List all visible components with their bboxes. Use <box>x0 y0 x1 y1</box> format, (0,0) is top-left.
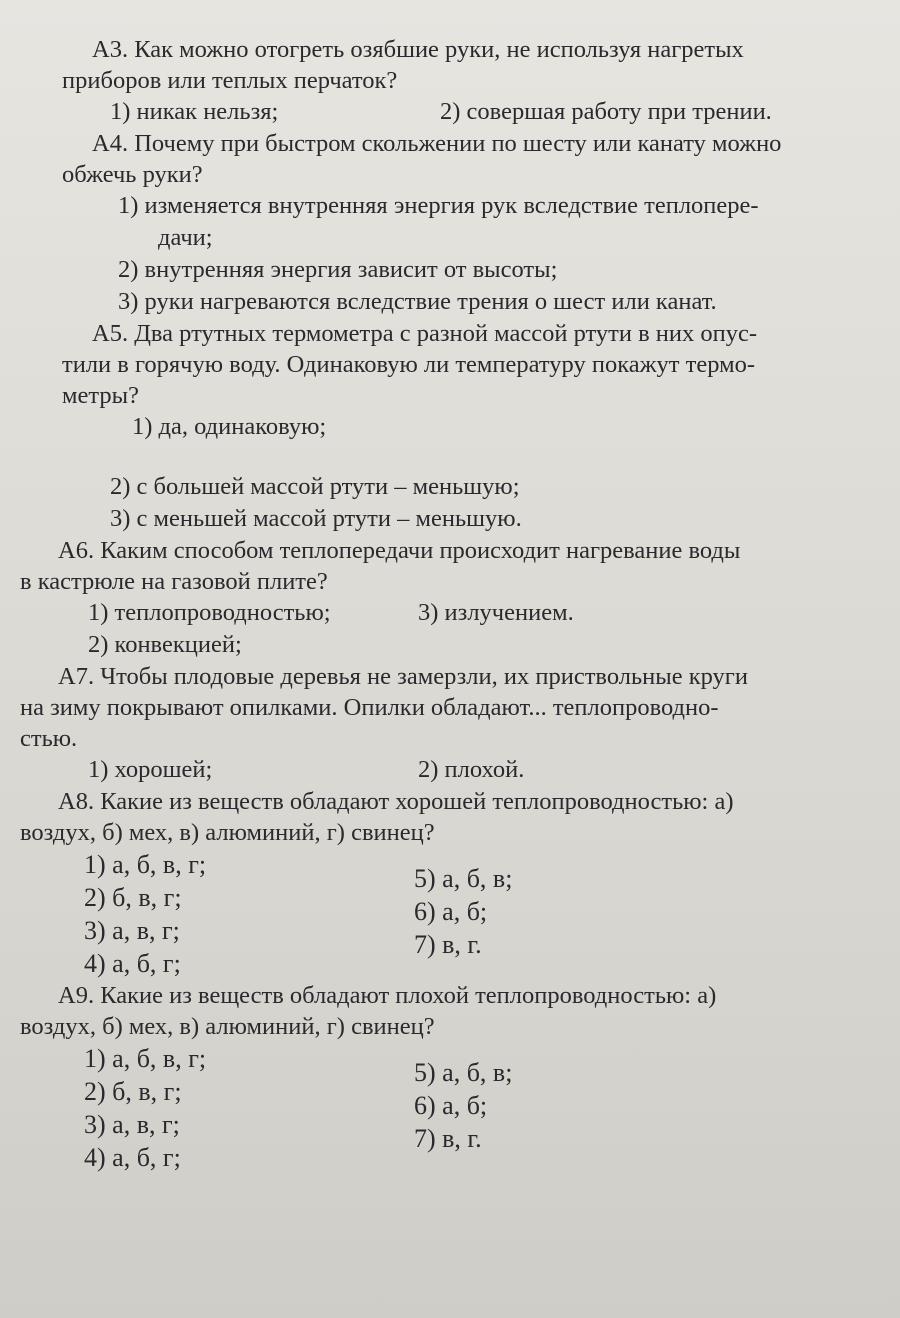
question-a4-text-line2: обжечь руки? <box>62 161 203 188</box>
question-a4 <box>20 128 830 318</box>
question-a6-option-1: 1) теплопроводностью; <box>88 599 331 626</box>
question-a5-option-3: 3) с меньшей массой ртути – меньшую. <box>110 505 522 532</box>
question-a6-text-line1: А6. Каким способом теплопередачи происходит нагревание воды <box>58 537 741 564</box>
question-a3-text-line1: А3. Как можно отогреть озябшие руки, не используя нагретых <box>92 36 744 63</box>
question-a5-text-line2: тили в горячую воду. Одинаковую ли температуру покажут термо- <box>62 351 755 378</box>
question-a5-text-line3: метры? <box>62 382 139 409</box>
question-a9-option-7: 7) в, г. <box>414 1124 482 1153</box>
question-a6-option-2: 2) конвекцией; <box>88 631 242 658</box>
question-a3 <box>20 34 830 128</box>
question-a4-option-3: 3) руки нагреваются вследствие трения о шест или канат. <box>118 288 717 315</box>
question-a4-option-1-continued: дачи; <box>158 224 213 251</box>
question-a8-text-line2: воздух, б) мех, в) алюминий, г) свинец? <box>20 819 435 846</box>
question-a4-text-line1: А4. Почему при быстром скольжении по шесту или канату можно <box>92 130 782 157</box>
question-a5 <box>20 318 830 535</box>
question-a9-option-4: 4) а, б, г; <box>84 1143 181 1172</box>
question-a5-option-2: 2) с большей массой ртути – меньшую; <box>110 473 520 500</box>
question-a6-options <box>20 597 830 661</box>
question-a9 <box>20 980 830 1174</box>
question-a8-options-right <box>414 848 830 980</box>
question-a7 <box>20 661 830 786</box>
question-a6-option-3: 3) излучением. <box>418 599 574 626</box>
question-a8-text-line1: А8. Какие из веществ обладают хорошей теплопроводностью: а) <box>58 788 734 815</box>
question-a8-option-3: 3) а, в, г; <box>84 916 180 945</box>
question-a3-option-1: 1) никак нельзя; <box>110 98 279 125</box>
question-a7-option-1: 1) хорошей; <box>88 756 213 783</box>
question-a9-option-2: 2) б, в, г; <box>84 1077 182 1106</box>
question-a8-option-6: 6) а, б; <box>414 897 488 926</box>
question-a9-option-5: 5) а, б, в; <box>414 1058 513 1087</box>
question-a8-options <box>20 848 830 980</box>
question-a7-options <box>20 754 830 786</box>
spacer <box>40 443 830 471</box>
question-a9-option-3: 3) а, в, г; <box>84 1110 180 1139</box>
question-a3-options <box>40 96 830 128</box>
question-a6-text-line2: в кастрюле на газовой плите? <box>20 568 328 595</box>
question-a8-options-left <box>84 848 414 980</box>
question-a9-options-left <box>84 1042 414 1174</box>
question-a5-text-line1: А5. Два ртутных термометра с разной массой ртути в них опус- <box>92 320 758 347</box>
question-a9-options <box>20 1042 830 1174</box>
question-a4-option-2: 2) внутренняя энергия зависит от высоты; <box>118 256 558 283</box>
question-a9-option-6: 6) а, б; <box>414 1091 488 1120</box>
question-a7-text-line3: стью. <box>20 725 78 752</box>
question-a8-option-7: 7) в, г. <box>414 930 482 959</box>
question-a4-option-1: 1) изменяется внутренняя энергия рук вследствие теплопере- <box>118 192 759 219</box>
question-a9-text-line2: воздух, б) мех, в) алюминий, г) свинец? <box>20 1013 435 1040</box>
question-a9-text-line1: А9. Какие из веществ обладают плохой теплопроводностью: а) <box>58 982 717 1009</box>
question-a8-option-5: 5) а, б, в; <box>414 864 513 893</box>
question-a3-option-2: 2) совершая работу при трении. <box>440 98 772 125</box>
question-a8-option-1: 1) а, б, в, г; <box>84 850 207 879</box>
question-a8-option-2: 2) б, в, г; <box>84 883 182 912</box>
question-a8-option-4: 4) а, б, г; <box>84 949 181 978</box>
question-a7-text-line1: А7. Чтобы плодовые деревья не замерзли, их приствольные круги <box>58 663 748 690</box>
question-a7-text-line2: на зиму покрывают опилками. Опилки обладают... теплопроводно- <box>20 694 719 721</box>
question-a9-options-right <box>414 1042 830 1174</box>
question-a6 <box>20 535 830 661</box>
question-a5-option-1: 1) да, одинаковую; <box>132 413 327 440</box>
question-a7-option-2: 2) плохой. <box>418 756 525 783</box>
question-a8 <box>20 786 830 980</box>
question-a3-text-line2: приборов или теплых перчаток? <box>62 67 398 94</box>
question-a9-option-1: 1) а, б, в, г; <box>84 1044 207 1073</box>
